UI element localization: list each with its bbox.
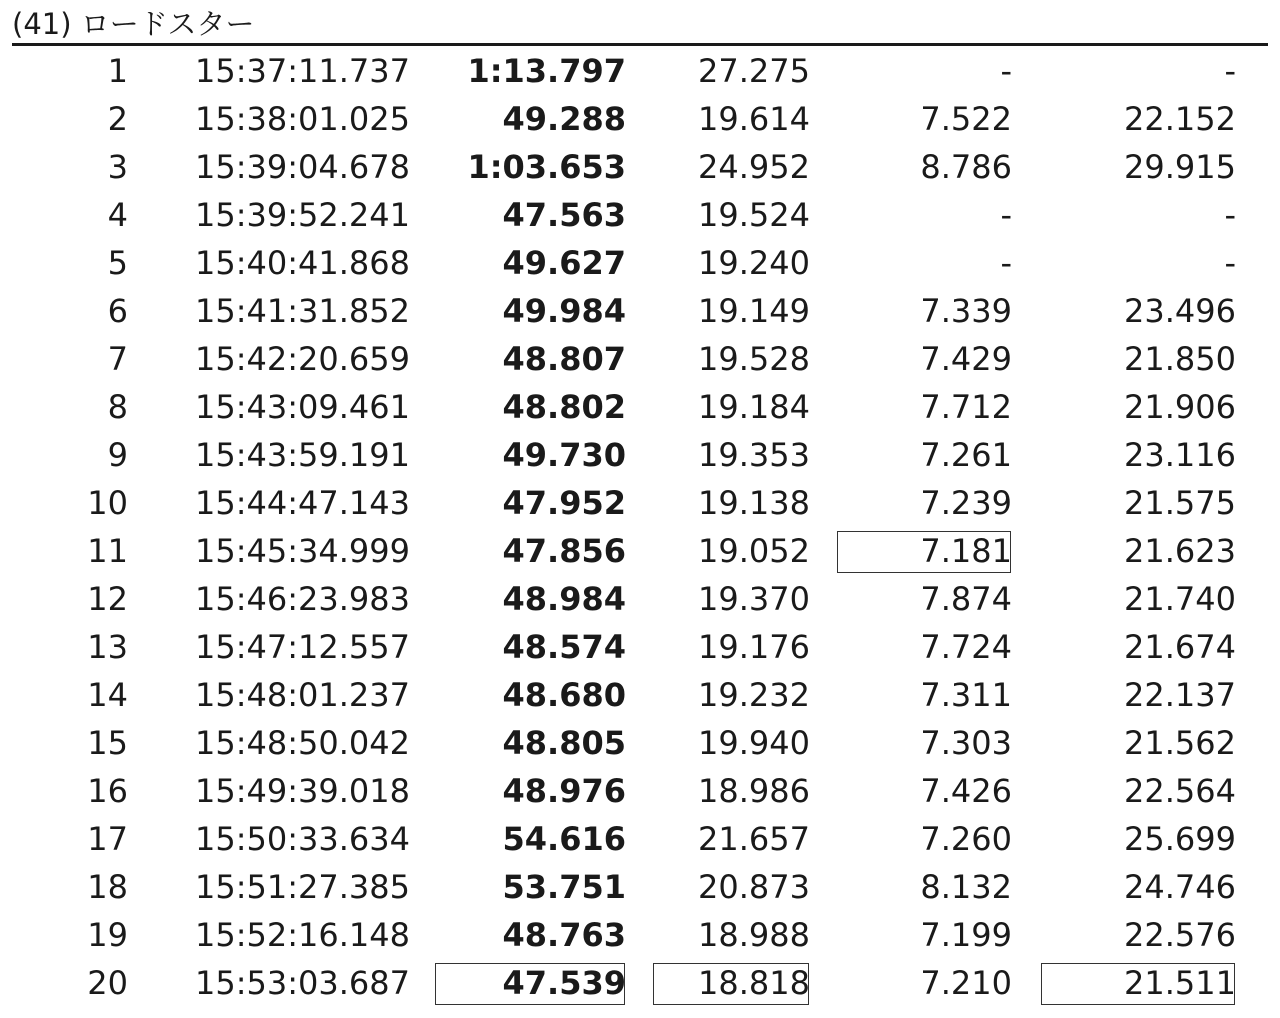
sector-1: 27.275 xyxy=(698,52,810,90)
sector-1-best-box: 18.818 xyxy=(650,960,812,1008)
lap-time: 48.984 xyxy=(502,580,626,618)
sector-2: 8.786 xyxy=(920,148,1012,186)
table-row xyxy=(0,624,1280,672)
lap-time: 49.984 xyxy=(502,292,626,330)
sector-1: 19.353 xyxy=(698,436,810,474)
sector-3: 25.699 xyxy=(1124,820,1236,858)
sector-2: 7.260 xyxy=(920,820,1012,858)
lap-number: 7 xyxy=(107,340,128,378)
lap-number: 13 xyxy=(87,628,128,666)
sector-1: 19.138 xyxy=(698,484,810,522)
passing-time: 15:51:27.385 xyxy=(195,868,410,906)
sector-1: 24.952 xyxy=(698,148,810,186)
lap-number: 19 xyxy=(87,916,128,954)
table-row xyxy=(0,432,1280,480)
sector-2: 7.874 xyxy=(920,580,1012,618)
lap-number: 18 xyxy=(87,868,128,906)
table-row xyxy=(0,384,1280,432)
passing-time: 15:44:47.143 xyxy=(195,484,410,522)
table-row xyxy=(0,192,1280,240)
passing-time: 15:48:50.042 xyxy=(195,724,410,762)
sector-2: 7.724 xyxy=(920,628,1012,666)
sector-3: 24.746 xyxy=(1124,868,1236,906)
passing-time: 15:50:33.634 xyxy=(195,820,410,858)
sector-2: 7.311 xyxy=(920,676,1012,714)
table-row xyxy=(0,576,1280,624)
lap-time: 48.802 xyxy=(502,388,626,426)
sector-2: 7.239 xyxy=(920,484,1012,522)
passing-time: 15:53:03.687 xyxy=(195,964,410,1002)
lap-time: 53.751 xyxy=(502,868,626,906)
lap-number: 3 xyxy=(107,148,128,186)
lap-time: 48.805 xyxy=(502,724,626,762)
sector-3: 21.623 xyxy=(1124,532,1236,570)
table-row xyxy=(0,288,1280,336)
sector-2: 7.210 xyxy=(920,964,1012,1002)
sector-3: 21.906 xyxy=(1124,388,1236,426)
table-row xyxy=(0,48,1280,96)
sector-1: 19.176 xyxy=(698,628,810,666)
passing-time: 15:38:01.025 xyxy=(195,100,410,138)
table-row xyxy=(0,672,1280,720)
sector-2: 7.426 xyxy=(920,772,1012,810)
lap-number: 2 xyxy=(107,100,128,138)
sector-3: 22.564 xyxy=(1124,772,1236,810)
sector-1: 19.614 xyxy=(698,100,810,138)
lap-number: 14 xyxy=(87,676,128,714)
sector-2: - xyxy=(1000,244,1012,282)
lap-time: 48.763 xyxy=(502,916,626,954)
lap-time: 54.616 xyxy=(502,820,626,858)
lap-number: 6 xyxy=(107,292,128,330)
lap-number: 17 xyxy=(87,820,128,858)
sector-2: 8.132 xyxy=(920,868,1012,906)
sector-3: - xyxy=(1224,52,1236,90)
title-underline xyxy=(12,43,1268,46)
sector-2: - xyxy=(1000,52,1012,90)
lap-time-best-box: 47.539 xyxy=(432,960,628,1008)
sector-3: 21.740 xyxy=(1124,580,1236,618)
passing-time: 15:37:11.737 xyxy=(195,52,410,90)
sector-2: 7.199 xyxy=(920,916,1012,954)
lap-number: 16 xyxy=(87,772,128,810)
lap-time: 1:13.797 xyxy=(467,52,626,90)
lap-number: 10 xyxy=(87,484,128,522)
sector-2: 7.339 xyxy=(920,292,1012,330)
table-row xyxy=(0,816,1280,864)
lap-time: 49.627 xyxy=(502,244,626,282)
sector-3: 23.116 xyxy=(1124,436,1236,474)
sector-2: 7.429 xyxy=(920,340,1012,378)
table-row xyxy=(0,912,1280,960)
passing-time: 15:39:52.241 xyxy=(195,196,410,234)
sector-3: 22.137 xyxy=(1124,676,1236,714)
sector-1: 19.524 xyxy=(698,196,810,234)
sector-2: 7.712 xyxy=(920,388,1012,426)
page-title: (41) ロードスター xyxy=(12,7,255,41)
lap-number: 8 xyxy=(107,388,128,426)
lap-number: 20 xyxy=(87,964,128,1002)
passing-time: 15:45:34.999 xyxy=(195,532,410,570)
sector-1: 18.986 xyxy=(698,772,810,810)
table-row xyxy=(0,240,1280,288)
table-row xyxy=(0,336,1280,384)
sector-2: 7.303 xyxy=(920,724,1012,762)
sector-1: 19.149 xyxy=(698,292,810,330)
sector-3: 29.915 xyxy=(1124,148,1236,186)
table-row xyxy=(0,480,1280,528)
lap-time: 48.574 xyxy=(502,628,626,666)
sector-3: 21.850 xyxy=(1124,340,1236,378)
sector-2: 7.261 xyxy=(920,436,1012,474)
sector-3: 21.575 xyxy=(1124,484,1236,522)
lap-time: 47.952 xyxy=(502,484,626,522)
sector-1: 19.052 xyxy=(698,532,810,570)
passing-time: 15:52:16.148 xyxy=(195,916,410,954)
table-row xyxy=(0,720,1280,768)
passing-time: 15:43:59.191 xyxy=(195,436,410,474)
table-row xyxy=(0,144,1280,192)
lap-number: 1 xyxy=(107,52,128,90)
lap-time: 48.976 xyxy=(502,772,626,810)
lap-number: 4 xyxy=(107,196,128,234)
sector-2: 7.522 xyxy=(920,100,1012,138)
sector-3: 22.152 xyxy=(1124,100,1236,138)
lap-time: 47.856 xyxy=(502,532,626,570)
passing-time: 15:39:04.678 xyxy=(195,148,410,186)
sector-1: 18.988 xyxy=(698,916,810,954)
lap-number: 11 xyxy=(87,532,128,570)
passing-time: 15:42:20.659 xyxy=(195,340,410,378)
sector-1: 19.240 xyxy=(698,244,810,282)
sector-1: 21.657 xyxy=(698,820,810,858)
sector-3: 22.576 xyxy=(1124,916,1236,954)
table-row xyxy=(0,960,1280,1008)
sector-3: - xyxy=(1224,196,1236,234)
lap-time: 1:03.653 xyxy=(467,148,626,186)
sector-1: 19.940 xyxy=(698,724,810,762)
table-row xyxy=(0,864,1280,912)
sector-2: - xyxy=(1000,196,1012,234)
table-row xyxy=(0,528,1280,576)
sector-1: 19.528 xyxy=(698,340,810,378)
lap-times-table xyxy=(0,48,1280,1008)
sector-1: 19.370 xyxy=(698,580,810,618)
lap-number: 9 xyxy=(107,436,128,474)
sector-1: 20.873 xyxy=(698,868,810,906)
lap-number: 15 xyxy=(87,724,128,762)
lap-time: 49.730 xyxy=(502,436,626,474)
passing-time: 15:43:09.461 xyxy=(195,388,410,426)
passing-time: 15:48:01.237 xyxy=(195,676,410,714)
sector-3: 21.562 xyxy=(1124,724,1236,762)
sector-2-best-box: 7.181 xyxy=(834,528,1014,576)
passing-time: 15:47:12.557 xyxy=(195,628,410,666)
sector-3-best-box: 21.511 xyxy=(1038,960,1238,1008)
sector-3: 23.496 xyxy=(1124,292,1236,330)
lap-time: 49.288 xyxy=(502,100,626,138)
lap-number: 12 xyxy=(87,580,128,618)
passing-time: 15:49:39.018 xyxy=(195,772,410,810)
sector-1: 19.232 xyxy=(698,676,810,714)
lap-time: 48.807 xyxy=(502,340,626,378)
passing-time: 15:40:41.868 xyxy=(195,244,410,282)
sector-3: 21.674 xyxy=(1124,628,1236,666)
lap-number: 5 xyxy=(107,244,128,282)
lap-time: 48.680 xyxy=(502,676,626,714)
sector-1: 19.184 xyxy=(698,388,810,426)
passing-time: 15:41:31.852 xyxy=(195,292,410,330)
passing-time: 15:46:23.983 xyxy=(195,580,410,618)
table-row xyxy=(0,768,1280,816)
sector-3: - xyxy=(1224,244,1236,282)
table-row xyxy=(0,96,1280,144)
lap-time: 47.563 xyxy=(502,196,626,234)
